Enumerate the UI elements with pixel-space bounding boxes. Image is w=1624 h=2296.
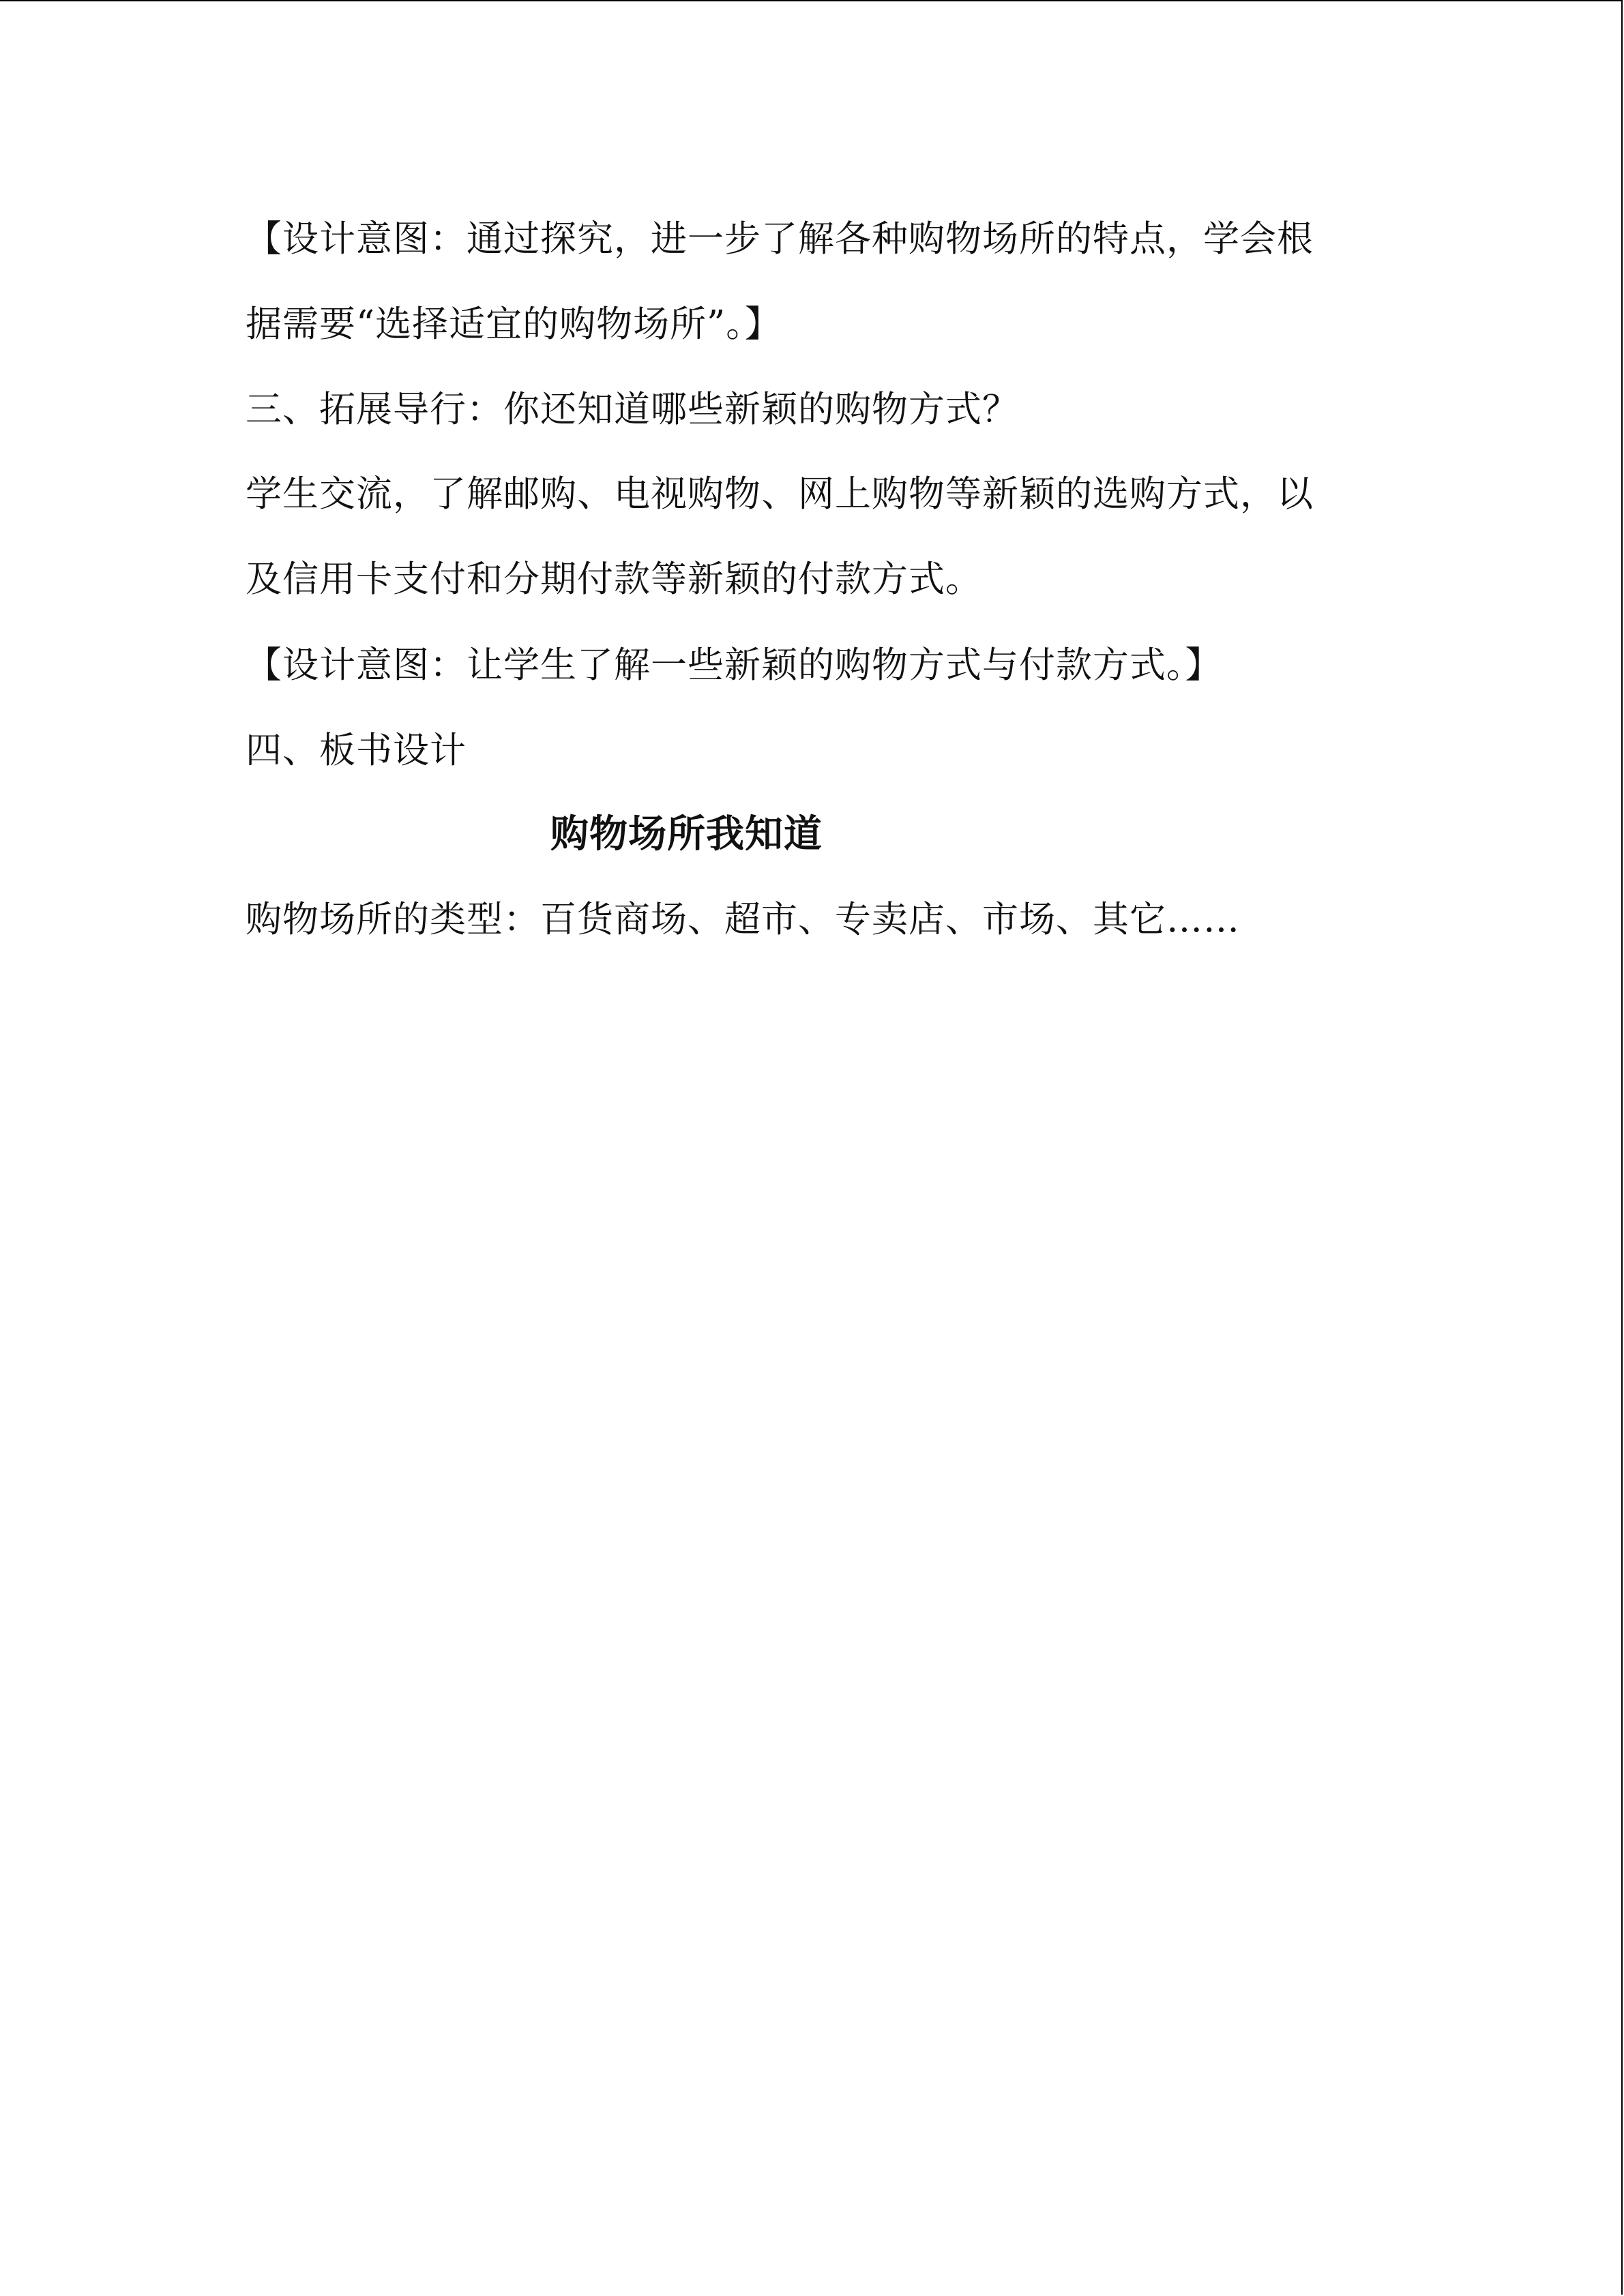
student-discussion-line-2: 及信用卡支付和分期付款等新颖的付款方式。 [246, 558, 982, 600]
section-four-heading: 四、板书设计 [246, 730, 467, 771]
design-intent-paragraph-line-1: 【设计意图：通过探究，进一步了解各种购物场所的特点，学会根 [246, 218, 1314, 260]
board-design-title: 购物场所我知道 [550, 812, 823, 856]
board-design-line: 购物场所的类型：百货商场、超市、专卖店、市场、其它…… [246, 899, 1240, 940]
student-discussion-line-1: 学生交流，了解邮购、电视购物、网上购物等新颖的选购方式，以 [246, 473, 1314, 515]
design-intent-paragraph-line-2: 据需要“选择适宜的购物场所”。】 [246, 303, 782, 345]
design-intent-paragraph-2: 【设计意图：让学生了解一些新颖的购物方式与付款方式。】 [246, 644, 1222, 686]
section-three-heading: 三、拓展导行：你还知道哪些新颖的购物方式？ [246, 389, 1019, 430]
